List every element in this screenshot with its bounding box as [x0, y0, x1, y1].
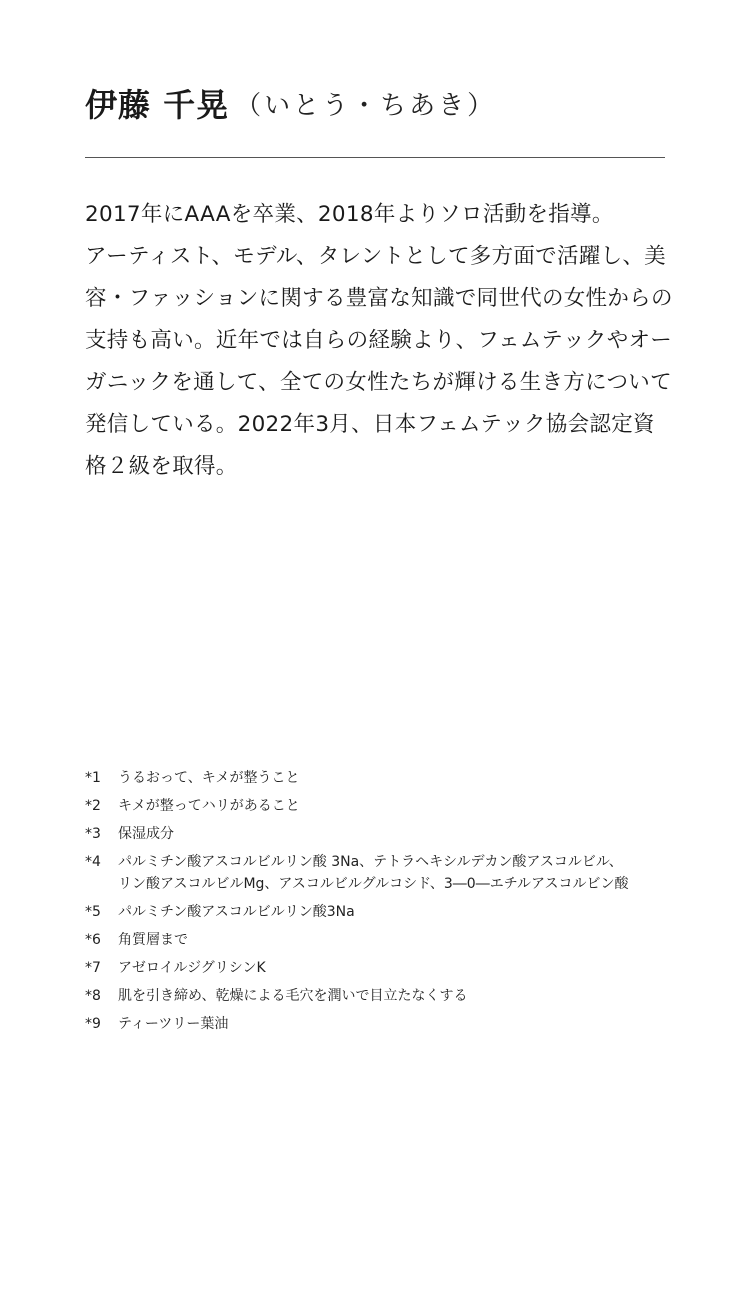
profile-reading: （いとう・ちあき）: [235, 90, 497, 121]
footnote-text: キメが整ってハリがあること: [118, 798, 300, 814]
profile-header: [85, 80, 665, 130]
footnote-item: [85, 902, 685, 924]
footnote-item: [85, 768, 685, 790]
footnote-item: [85, 824, 685, 846]
footnote-text-multiline: [118, 852, 685, 895]
header-divider: [85, 157, 665, 158]
footnote-text: 保湿成分: [118, 826, 174, 842]
footnote-text: パルミチン酸アスコルビルリン酸3Na: [118, 903, 355, 920]
footnote-text-line-2: リン酸アスコルビルMg、アスコルビルグルコシド、3―0―エチルアスコルビン酸: [118, 875, 629, 892]
footnote-mark: *1: [85, 770, 101, 786]
footnote-item: [85, 1014, 685, 1036]
footnote-text: 角質層まで: [118, 931, 188, 948]
footnote-mark: *4: [85, 854, 101, 870]
footnote-mark: *8: [85, 987, 101, 1004]
footnote-text: アゼロイルジグリシンK: [118, 959, 266, 976]
profile-name: 伊藤 千晃: [85, 86, 230, 124]
footnote-mark: *5: [85, 903, 101, 920]
footnote-mark: *2: [85, 798, 101, 814]
footnote-text-line-1: パルミチン酸アスコルビルリン酸 3Na、テトラヘキシルデカン酸アスコルビル、: [118, 854, 623, 870]
footnotes: [85, 768, 685, 1042]
footnote-item: [85, 930, 685, 952]
footnote-mark: *3: [85, 826, 101, 842]
footnote-text: うるおって、キメが整うこと: [118, 770, 300, 786]
footnote-text: ティーツリー葉油: [118, 1015, 229, 1032]
footnote-item: [85, 958, 685, 980]
footnote-item: [85, 852, 685, 895]
footnote-mark: *7: [85, 959, 101, 976]
footnote-mark: *9: [85, 1015, 101, 1032]
footnote-item: [85, 986, 685, 1008]
bio-paragraph: アーティスト、モデル、タレントとして多方面で活躍し、美容・ファッションに関する豊富な知識で同世代の女性からの支持も高い。近年では自らの経験より、フェムテックやオーガニックを通して、全ての女性たちが輝ける生き方について発信している。2022年3月、日本フェムテック協会認定資格２級を取得。: [85, 244, 673, 479]
bio-text: [85, 194, 675, 488]
footnote-mark: *6: [85, 931, 101, 948]
bio-line-1: 2017年にAAAを卒業、2018年よりソロ活動を指導。: [85, 202, 614, 227]
footnote-item: [85, 796, 685, 818]
footnote-text: 肌を引き締め、乾燥による毛穴を潤いで目立たなくする: [118, 987, 468, 1004]
